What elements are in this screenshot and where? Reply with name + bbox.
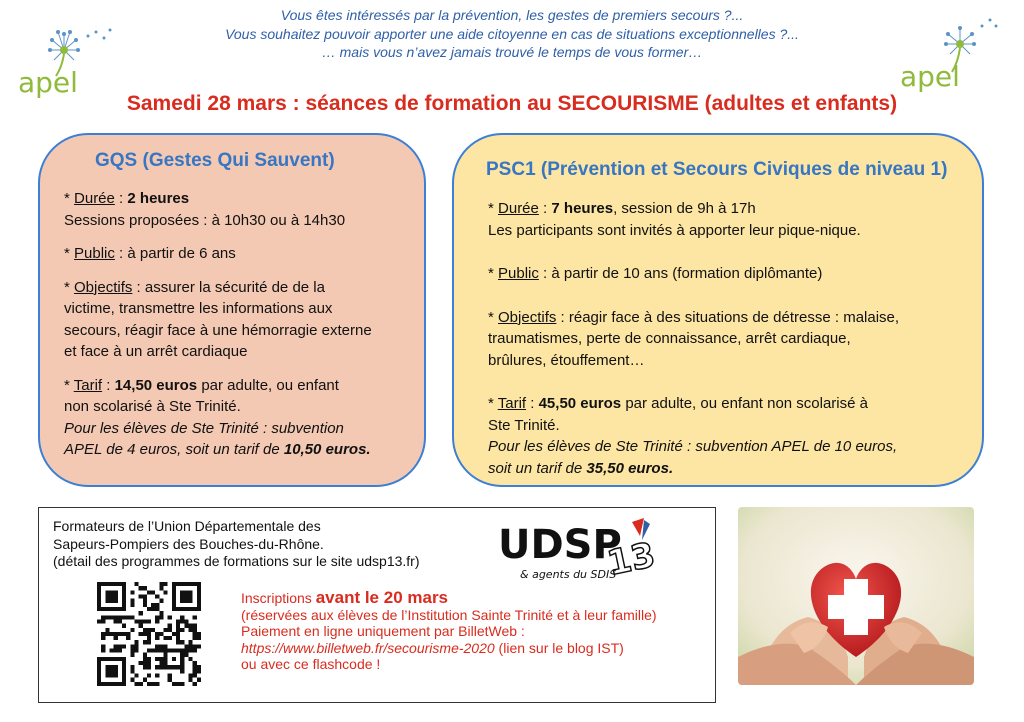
inscriptions-line: (réservées aux élèves de l’Institution Sainte Trinité et à leur famille) <box>241 606 657 623</box>
bullet: * <box>488 395 498 412</box>
psc1-title: PSC1 (Prévention et Secours Civiques de niveau 1) <box>486 159 948 180</box>
tarif-label: Tarif <box>497 395 527 412</box>
billetweb-link[interactable]: https://www.billetweb.fr/secourisme-2020 <box>241 639 495 656</box>
inscription-box <box>38 507 716 703</box>
tarif-text: Ste Trinité. <box>488 416 560 434</box>
intro-line: … mais vous n’avez jamais trouvé le temps de vous former… <box>321 44 703 60</box>
separator: : <box>102 376 115 394</box>
formateurs-line: Formateurs de l’Union Départementale des <box>53 518 321 534</box>
sessions-text: Sessions proposées : à 10h30 ou à 14h30 <box>64 211 346 229</box>
formateurs-text <box>53 518 420 571</box>
bullet: * <box>64 278 75 296</box>
bullet: * <box>64 245 75 262</box>
objectifs-label: Objectifs <box>498 308 557 326</box>
intro-text <box>150 6 874 62</box>
public-label: Public <box>498 265 539 282</box>
objectifs-text: : assurer la sécurité de de la <box>132 278 325 296</box>
public-label: Public <box>74 245 115 262</box>
duree-value: 2 heures <box>127 190 190 207</box>
heart-hands-image <box>738 507 974 685</box>
tarif-text: par adulte, ou enfant <box>197 376 339 394</box>
gqs-title: GQS (Gestes Qui Sauvent) <box>95 150 335 171</box>
subvention-text: Pour les élèves de Ste Trinité : subvention <box>64 419 344 437</box>
psc1-body <box>488 198 968 491</box>
udsp13-logo <box>494 514 654 586</box>
apel-logo-right <box>892 12 1004 98</box>
psc1-card <box>452 133 984 487</box>
page-title: Samedi 28 mars : séances de formation au SECOURISME (adultes et enfants) <box>126 92 898 115</box>
tarif-text: non scolarisé à Ste Trinité. <box>64 398 241 415</box>
svg-text:apel: apel <box>18 66 78 98</box>
duree-value: 7 heures <box>551 200 614 217</box>
intro-line: Vous êtes intéressés par la prévention, les gestes de premiers secours ?... <box>280 7 744 23</box>
qr-code[interactable] <box>97 582 201 686</box>
formateurs-line: (détail des programmes de formations sur le site udsp13.fr) <box>53 553 420 569</box>
public-text: : à partir de 6 ans <box>114 245 236 262</box>
separator: : <box>526 395 539 412</box>
inscriptions-text <box>241 590 657 673</box>
bullet: * <box>488 200 499 217</box>
tarif-text: par adulte, ou enfant non scolarisé à <box>621 395 868 412</box>
tarif-reduit: 10,50 euros. <box>283 441 371 458</box>
svg-text:apel: apel <box>900 60 960 93</box>
deadline: avant le 20 mars <box>315 588 449 607</box>
objectifs-label: Objectifs <box>74 278 133 296</box>
tarif-label: Tarif <box>73 376 103 394</box>
objectifs-text: et face à un arrêt cardiaque <box>64 343 248 360</box>
separator: : <box>538 200 552 217</box>
objectifs-text: secours, réagir face à une hémorragie externe <box>64 321 372 339</box>
duree-label: Durée <box>74 190 115 207</box>
tarif-reduit: 35,50 euros. <box>586 459 674 477</box>
bullet: * <box>64 190 75 207</box>
tarif-value: 14,50 euros <box>114 376 198 394</box>
svg-text:13: 13 <box>603 534 654 584</box>
inscriptions-line: Paiement en ligne uniquement par BilletWeb : <box>241 623 525 639</box>
svg-text:& agents du SDIS: & agents du SDIS <box>520 568 617 581</box>
objectifs-text: : réagir face à des situations de détresse : malaise, <box>556 308 900 326</box>
dandelion-icon <box>12 12 124 98</box>
gqs-body <box>64 188 414 473</box>
subvention-text: Pour les élèves de Ste Trinité : subvention APEL de 10 euros, <box>488 438 898 455</box>
intro-line: Vous souhaitez pouvoir apporter une aide citoyenne en cas de situations exceptionnelles ?... <box>225 25 799 42</box>
objectifs-text: brûlures, étouffement… <box>488 351 645 369</box>
separator: : <box>114 190 128 207</box>
subvention-text: soit un tarif de <box>488 459 587 477</box>
bullet: * <box>488 308 499 326</box>
duree-text: , session de 9h à 17h <box>613 200 756 217</box>
subvention-text: APEL de 4 euros, soit un tarif de <box>64 441 284 458</box>
objectifs-text: traumatismes, perte de connaissance, arrêt cardiaque, <box>488 330 851 347</box>
public-text: : à partir de 10 ans (formation diplômante) <box>538 265 823 282</box>
gqs-card <box>38 133 426 487</box>
tarif-value: 45,50 euros <box>538 395 622 412</box>
duree-text: Les participants sont invités à apporter leur pique-nique. <box>488 221 861 239</box>
objectifs-text: victime, transmettre les informations aux <box>64 300 333 317</box>
dandelion-icon <box>892 12 1004 98</box>
inscriptions-line: (lien sur le blog IST) <box>494 639 624 656</box>
svg-text:UDSP: UDSP <box>498 522 622 568</box>
inscriptions-line: ou avec ce flashcode ! <box>241 656 381 672</box>
formateurs-line: Sapeurs-Pompiers des Bouches-du-Rhône. <box>53 535 324 552</box>
apel-logo-left <box>12 12 124 98</box>
bullet: * <box>488 265 499 282</box>
inscriptions-label: Inscriptions <box>241 590 316 606</box>
duree-label: Durée <box>498 200 539 217</box>
bullet: * <box>64 376 74 394</box>
